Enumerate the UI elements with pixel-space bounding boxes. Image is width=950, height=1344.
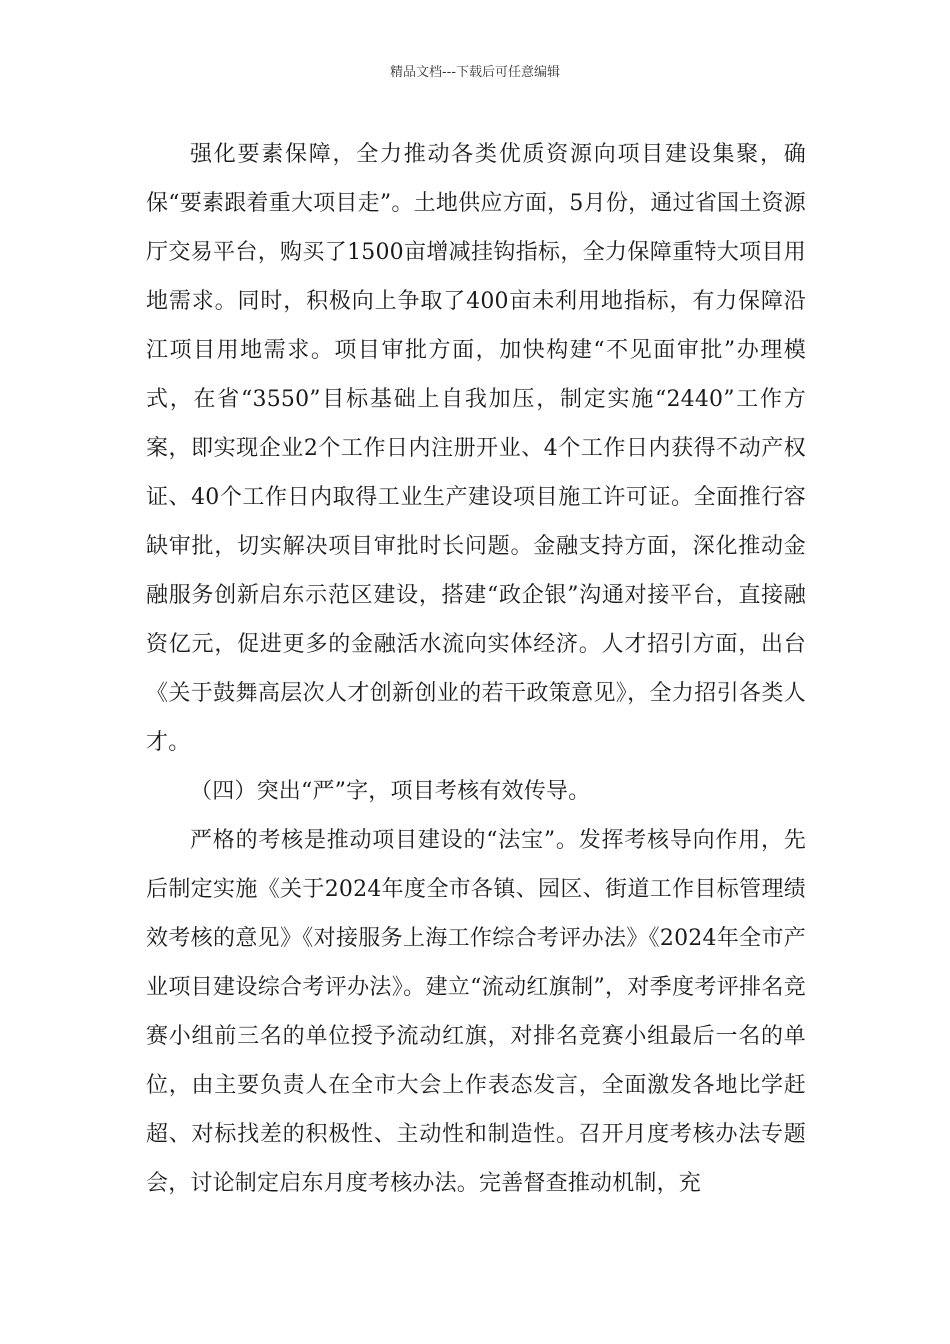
page-header: 精品文档---下载后可任意编辑 xyxy=(389,65,561,80)
document-body xyxy=(146,130,806,1208)
section-heading-strict-assessment: （四）突出“严”字，项目考核有效传导。 xyxy=(190,779,591,804)
paragraph-assessment: 严格的考核是推动项目建设的“法宝”。发挥考核导向作用，先后制定实施《关于2024年度全市各镇、园区、街道工作目标管理绩效考核的意见》《对接服务上海工作综合考评办法》《2024年全市产业项目建设综合考评办法》。建立“流动红旗制”，对季度考评排名竞赛小组前三名的单位授予流动红旗，对排名竞赛小组最后一名的单位，由主要负责人在全市大会上作表态发言，全面激发各地比学赶超、对标找差的积极性、主动性和制造性。召开月度考核办法专题会，讨论制定启东月度考核办法。完善督查推动机制，充 xyxy=(146,828,806,1196)
paragraph-resource-guarantee: 强化要素保障，全力推动各类优质资源向项目建设集聚，确保“要素跟着重大项目走”。土地供应方面，5月份，通过省国土资源厅交易平台，购买了1500亩增减挂钩指标，全力保障重特大项目用地需求。同时，积极向上争取了400亩未利用地指标，有力保障沿江项目用地需求。项目审批方面，加快构建“不见面审批”办理模式，在省“3550”目标基础上自我加压，制定实施“2440”工作方案，即实现企业2个工作日内注册开业、4个工作日内获得不动产权证、40个工作日内取得工业生产建设项目施工许可证。全面推行容缺审批，切实解决项目审批时长问题。金融支持方面，深化推动金融服务创新启东示范区建设，搭建“政企银”沟通对接平台，直接融资亿元，促进更多的金融活水流向实体经济。人才招引方面，出台《关于鼓舞高层次人才创新创业的若干政策意见》，全力招引各类人才。 xyxy=(146,142,806,755)
